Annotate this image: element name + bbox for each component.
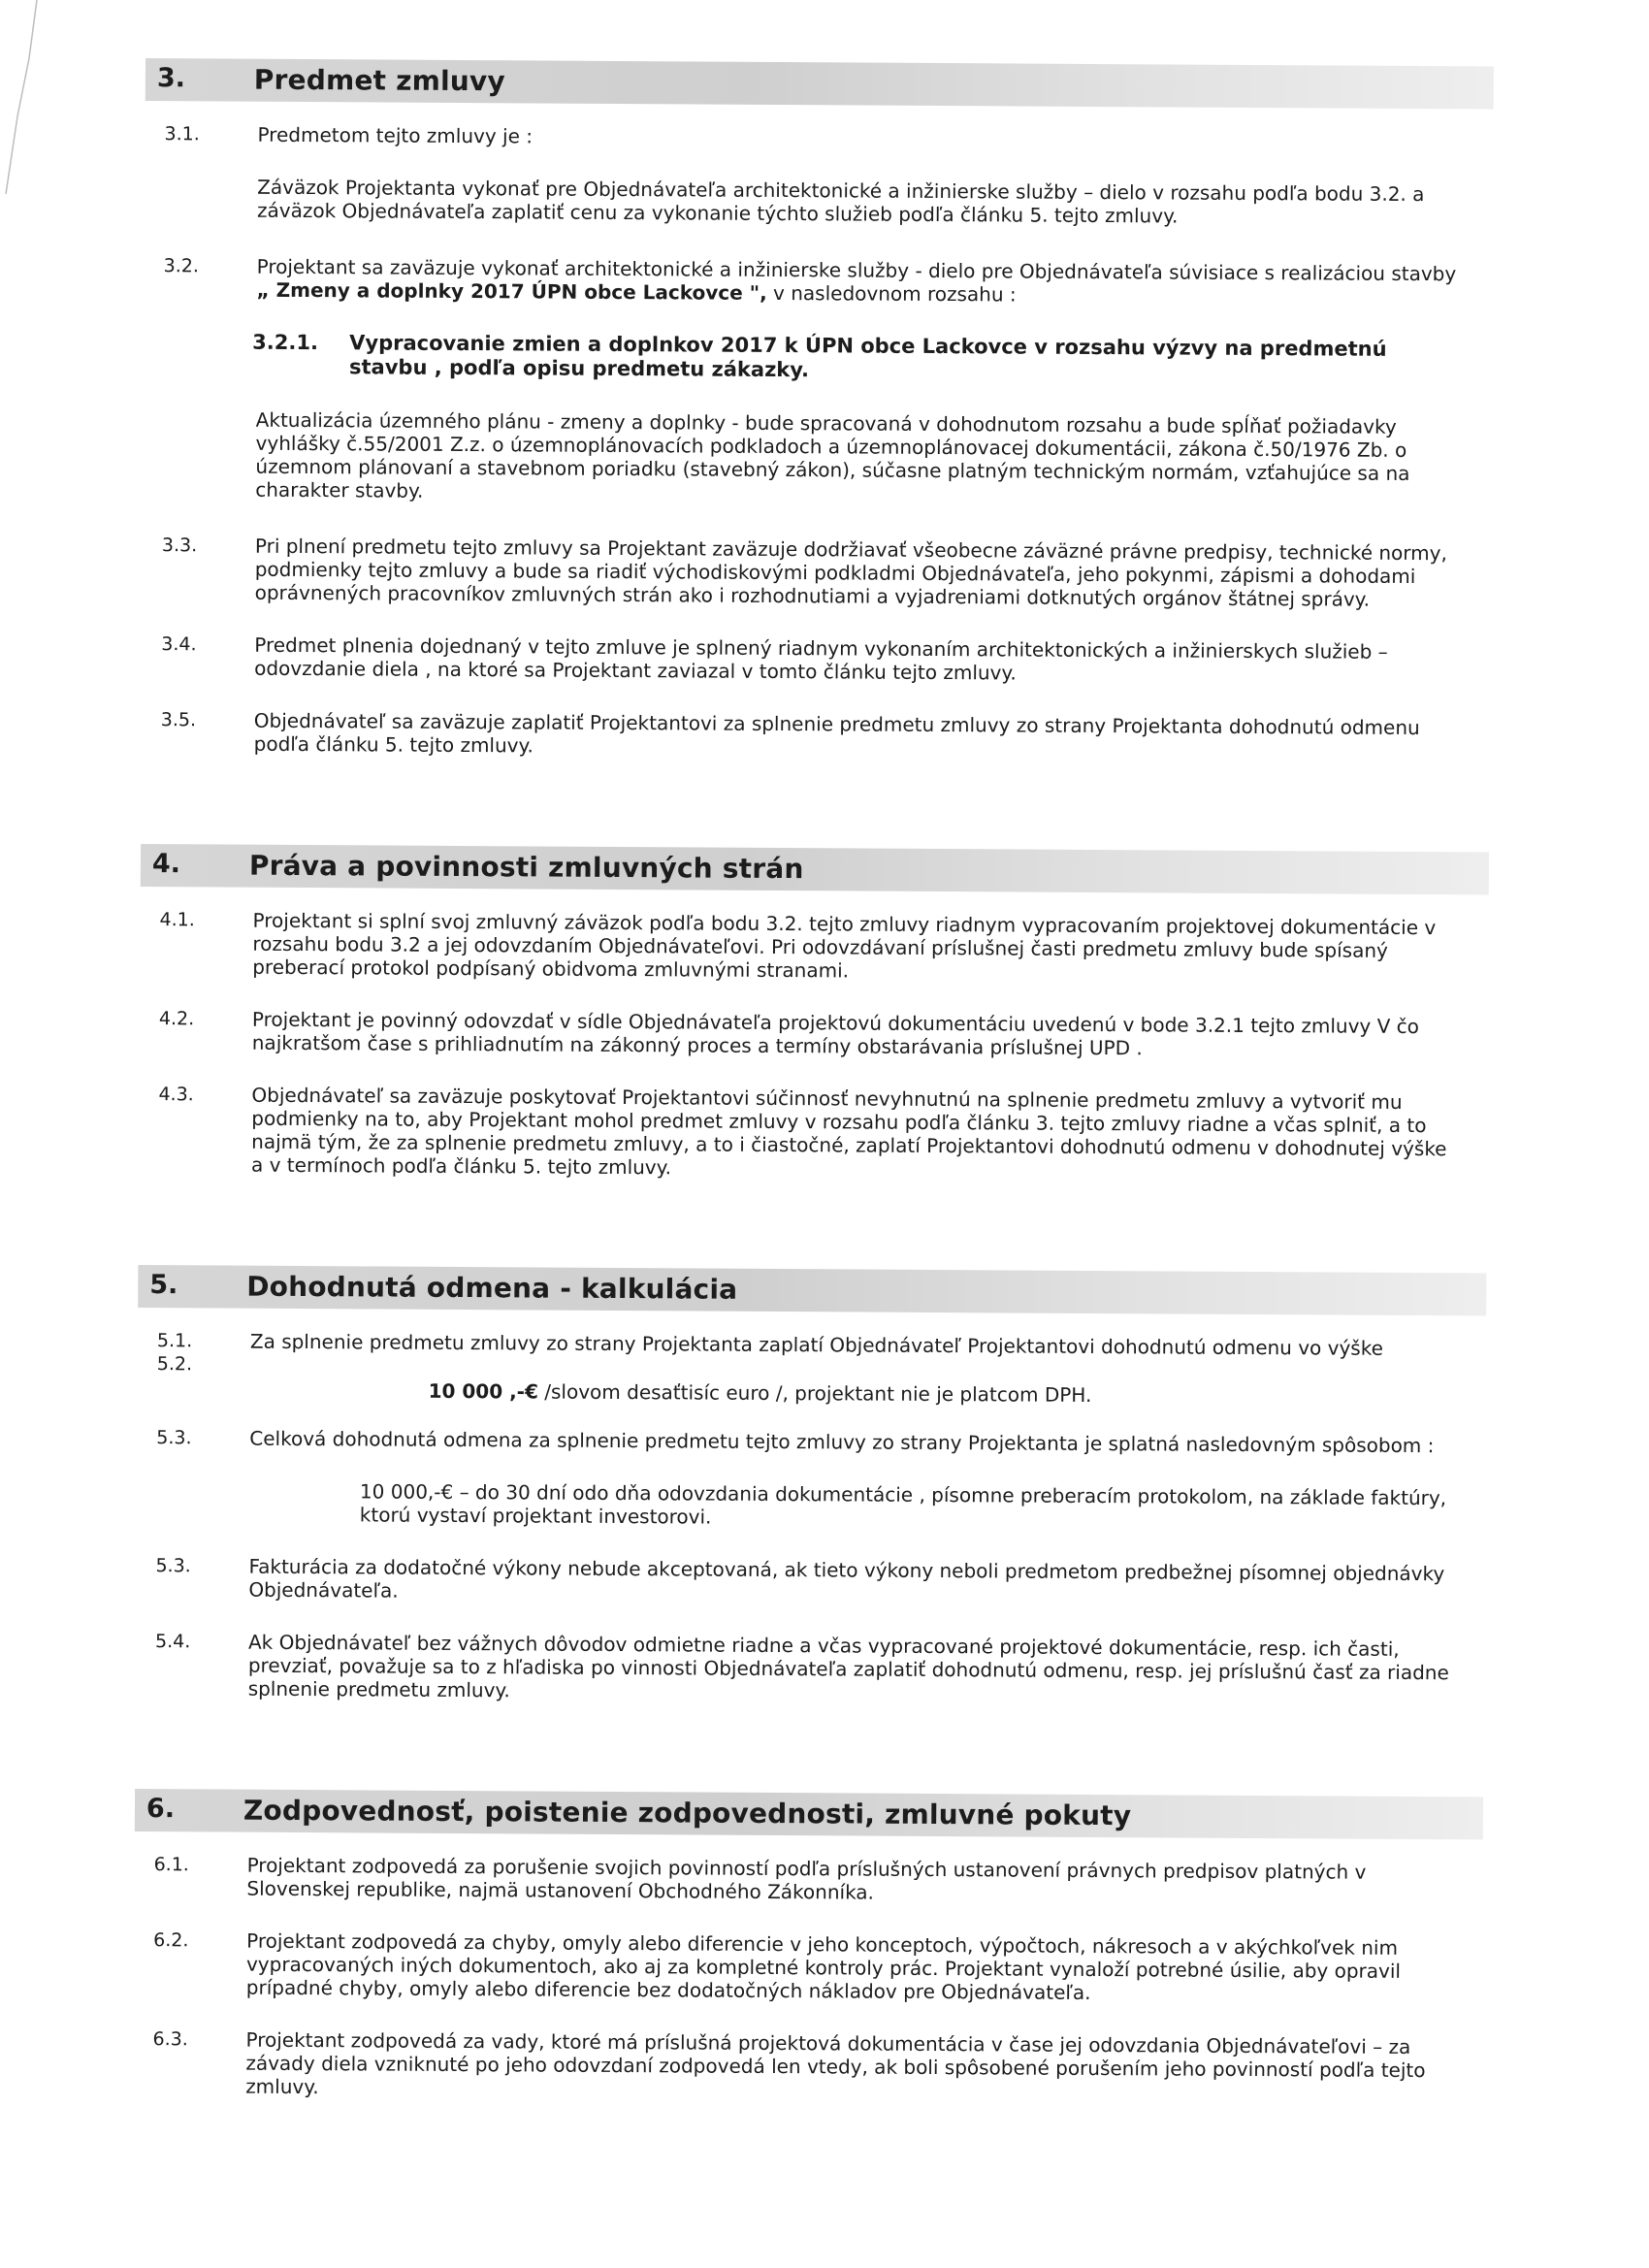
clause-5-4: [136, 1630, 1484, 1707]
clause-number: 5.3.: [155, 1555, 191, 1577]
payment-terms: 10 000,-€ – do 30 dní odo dňa odovzdania dokumentácie , písomne preberacím protokolom, na základe faktúry, ktorú vystaví projektant investorovi.: [359, 1479, 1447, 1529]
clause-3-1-body: Záväzok Projektanta vykonať pre Objednávateľa architektonické a inžinierske služby – dielo v rozsahu podľa bodu 3.2. a záväzok Objednávateľa zaplatiť cenu za vykonanie týchto služieb podľa článku 5. tejto zmluvy.: [256, 175, 1425, 228]
clause-number: 6.3.: [152, 2028, 188, 2051]
clause-number: 4.1.: [159, 909, 195, 931]
clause-number: 5.1. 5.2.: [156, 1330, 193, 1376]
clause-number: 5.4.: [154, 1631, 191, 1653]
clause-number: 3.5.: [160, 709, 197, 731]
agreed-amount: [429, 1379, 1486, 1409]
clause-5-3: [137, 1426, 1485, 1457]
clause-3-2: [144, 254, 1492, 308]
clause-3-2-1: [144, 330, 1492, 386]
section-header-4: [141, 844, 1489, 894]
clause-number: 3.2.1.: [252, 330, 319, 355]
clause-number: 4.3.: [158, 1084, 194, 1106]
section-title: Predmet zmluvy: [253, 63, 505, 98]
clause-text: Objednávateľ sa zaväzuje poskytovať Projektantovi súčinnosť nevyhnutnú na splnenie predmetu zmluvy a vytvoriť mu podmienky na to, aby Projektant mohol predmet zmluvy v rozsahu podľa článku 3. tejto zmluvy riadne a včas splniť, a to najmä tým, že za splnenie predmetu zmluvy, a to i čiastočné, zaplatí Projektantovi dohodnutú odmenu v dohodnutej výške a v termínoch podľa článku 5. tejto zmluvy.: [250, 1083, 1447, 1180]
clause-text: Za splnenie predmetu zmluvy zo strany Projektanta zaplatí Objednávateľ Projektantovi dohodnutú odmenu vo výške: [249, 1329, 1384, 1360]
section-header-5: [138, 1265, 1486, 1315]
clause-6-1: [134, 1853, 1482, 1907]
clause-text: Pri plnení predmetu tejto zmluvy sa Projektant zaväzuje dodržiavať všeobecne záväzné právne predpisy, technické normy, podmienky tejto zmluvy a bude sa riadiť východiskovými podkladmi Objednávateľa, jeho pokynmi, zápismi a dohodami oprávnených pracovníkov zmluvných strán ako i rozhodnutiami a vyjadreniami dotknutých orgánov štátnej správy.: [254, 534, 1447, 611]
clause-text: Projektant si splní svoj zmluvný záväzok podľa bodu 3.2. tejto zmluvy riadnym vypracovaním projektovej dokumentácie v rozsahu bodu 3.2 a jej odovzdaním Objednávateľovi. Pri odovzdávaní príslušnej časti predmetu zmluvy bude spísaný preberací protokol podpísaný obidvoma zmluvnými stranami.: [252, 908, 1437, 983]
amount-text: /slovom desaťtisíc euro /, projektant nie je platcom DPH.: [544, 1379, 1092, 1407]
section-header-3: [146, 58, 1494, 109]
clause-text-pre: Projektant sa zaväzuje vykonať architektonické a inžinierske služby - dielo pre Objednávateľa súvisiace s realizáciou stavby: [256, 254, 1457, 286]
clause-text: Projektant zodpovedá za vady, ktoré má príslušná projektová dokumentácia v čase jej odovzdania Objednávateľovi – za závady diela vzniknuté po jeho odovzdaní zodpovedá len vtedy, ak boli spôsobené porušením jeho povinností podľa tejto zmluvy.: [245, 2027, 1426, 2099]
clause-5-1-5-2: [138, 1329, 1486, 1376]
clause-3-1: [145, 122, 1493, 153]
clause-3-3: [143, 534, 1491, 611]
clause-number: 6.1.: [153, 1854, 189, 1876]
clause-3-2-1-body: Aktualizácia územného plánu - zmeny a doplnky - bude spracovaná v dohodnutom rozsahu a bude spĺňať požiadavky vyhlášky č.55/2001 Z.z. o územnoplánovacích podkladoch a územnoplánovacej dokumentácii, zákona č.50/1976 Zb. o územnom plánovaní a stavebnom poriadku (stavebný zákon), súčasne platným technickým normám, vzťahujúce sa na charakter stavby.: [255, 407, 1410, 502]
clause-number: 3.2.: [163, 255, 200, 277]
clause-6-2: [134, 1928, 1482, 2006]
clause-text: Vypracovanie zmien a doplnkov 2017 k ÚPN obce Lackovce v rozsahu výzvy na predmetnú stavbu , podľa opisu predmetu zákazky.: [348, 331, 1387, 382]
clause-text: Projektant zodpovedá za porušenie svojich povinností podľa príslušných ustanovení právnych predpisov platných v Slovenskej republike, najmä ustanovení Obchodného Zákonníka.: [246, 1853, 1367, 1904]
clause-4-3: [139, 1083, 1488, 1183]
clause-text-post: v nasledovnom rozsahu :: [773, 280, 1017, 307]
project-name: „ Zmeny a doplnky 2017 ÚPN obce Lackovce ",: [256, 277, 767, 305]
clause-text: Projektant je povinný odovzdať v sídle Objednávateľa projektovú dokumentáciu uvedenú v bode 3.2.1 tejto zmluvy V čo najkratšom čase s prihliadnutím na zákonný proces a termíny obstarávania príslušnej UPD .: [251, 1007, 1419, 1060]
section-title: Dohodnutá odmena - kalkulácia: [246, 1270, 738, 1306]
clause-number: 3.4.: [161, 633, 197, 656]
scan-edge-mark: [0, 0, 39, 213]
clause-5-3b: [136, 1554, 1484, 1608]
section-number: 3.: [156, 63, 186, 94]
clause-number: 3.3.: [161, 535, 198, 557]
clause-text: Objednávateľ sa zaväzuje zaplatiť Projektantovi za splnenie predmetu zmluvy zo strany Projektanta dohodnutú odmenu podľa článku 5. tejto zmluvy.: [253, 708, 1420, 758]
clause-text: Predmetom tejto zmluvy je :: [257, 122, 534, 148]
clause-3-4: [142, 632, 1490, 687]
clause-number: 6.2.: [153, 1929, 189, 1952]
clause-text: Ak Objednávateľ bez vážnych dôvodov odmietne riadne a včas vypracované projektové dokumentácie, resp. ich časti, prevziať, považuje sa to z hľadiska po vinnosti Objednávateľa zaplatiť dohodnutú odmenu, resp. jej príslušnú časť za riadne splnenie predmetu zmluvy.: [247, 1630, 1449, 1702]
section-header-6: [135, 1789, 1483, 1839]
clause-number: 5.3.: [156, 1427, 192, 1449]
clause-text: [256, 255, 1469, 309]
clause-number: 4.2.: [158, 1008, 195, 1030]
section-number: 5.: [149, 1270, 178, 1301]
clause-text: Celková dohodnutá odmena za splnenie predmetu tejto zmluvy zo strany Projektanta je splatná nasledovným spôsobom :: [249, 1426, 1435, 1458]
section-number: 4.: [151, 849, 181, 880]
clause-4-2: [140, 1007, 1488, 1061]
section-title: Práva a povinnosti zmluvných strán: [248, 849, 804, 886]
clause-text: Predmet plnenia dojednaný v tejto zmluve je splnený riadnym vykonaním architektonických a inžinierskych služieb – odovzdanie diela , na ktoré sa Projektant zaviazal v tomto článku tejto zmluvy.: [254, 632, 1388, 685]
clause-text: Fakturácia za dodatočné výkony nebude akceptovaná, ak tieto výkony neboli predmetom predbežnej písomnej objednávky Objednávateľa.: [248, 1554, 1445, 1603]
section-title: Zodpovednosť, poistenie zodpovednosti, zmluvné pokuty: [242, 1794, 1132, 1832]
clause-text: Projektant zodpovedá za chyby, omyly alebo diferencie v jeho konceptoch, výpočtoch, nákresoch a v akýchkoľvek nim vypracovaných iných dokumentoch, ako aj za kompletné kontroly prác. Projektant vynaloží potrebné úsilie, aby opravil prípadné chyby, omyly alebo diferencie bez dodatočných nákladov pre Objednávateľa.: [245, 1928, 1402, 2004]
clause-number: 3.1.: [164, 123, 200, 146]
clause-6-3: [133, 2027, 1481, 2105]
contract-page: [133, 58, 1494, 2134]
clause-4-1: [140, 908, 1488, 986]
amount-value: 10 000 ,-€: [428, 1378, 539, 1404]
section-number: 6.: [146, 1794, 176, 1825]
clause-3-5: [142, 708, 1490, 762]
